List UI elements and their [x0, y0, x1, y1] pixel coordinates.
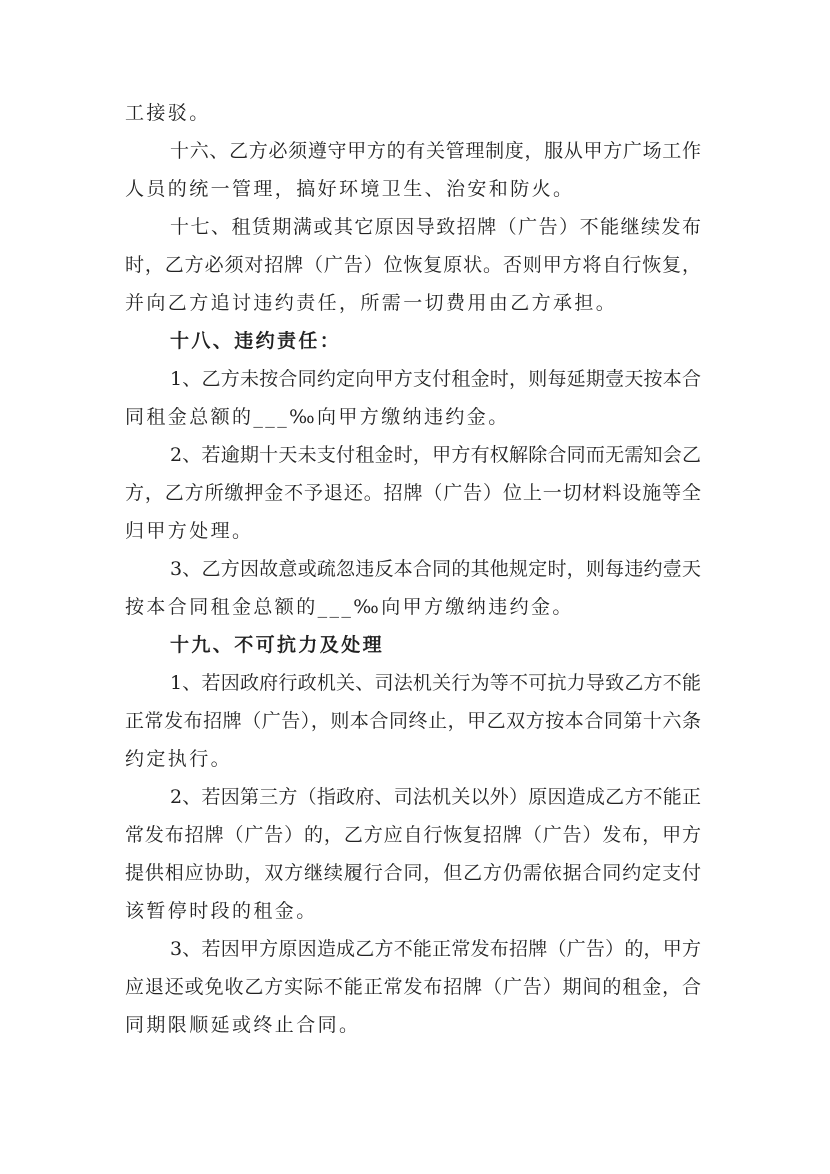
section-heading: 十九、不可抗力及处理	[170, 634, 385, 656]
text-line: 人员的统一管理，搞好环境卫生、治安和防火。	[125, 178, 575, 200]
text-line: 并向乙方追讨违约责任，所需一切费用由乙方承担。	[125, 292, 618, 314]
text-line: 3、乙方因故意或疏忽违反本合同的其他规定时，则每违约壹天	[170, 558, 701, 580]
text-line: 十七、租赁期满或其它原因导致招牌（广告）不能继续发布	[170, 216, 701, 238]
text-line: 同期限顺延或终止合同。	[125, 1014, 361, 1036]
text-line: 常发布招牌（广告）的，乙方应自行恢复招牌（广告）发布，甲方	[125, 824, 701, 846]
text-line: 应退还或免收乙方实际不能正常发布招牌（广告）期间的租金，合	[125, 976, 701, 998]
text-line: 3、若因甲方原因造成乙方不能正常发布招牌（广告）的，甲方	[170, 938, 701, 960]
text-line: 2、若因第三方（指政府、司法机关以外）原因造成乙方不能正	[170, 786, 701, 808]
text-line: 方，乙方所缴押金不予退还。招牌（广告）位上一切材料设施等全	[125, 482, 701, 504]
text-line: 归甲方处理。	[125, 520, 254, 542]
text-line: 十六、乙方必须遵守甲方的有关管理制度，服从甲方广场工作	[170, 140, 701, 162]
text-line: 提供相应协助，双方继续履行合同，但乙方仍需依据合同约定支付	[125, 862, 701, 884]
text-line: 工接驳。	[125, 102, 211, 124]
text-line: 同租金总额的___‰向甲方缴纳违约金。	[125, 406, 510, 428]
text-line: 约定执行。	[125, 748, 233, 770]
text-line: 该暂停时段的租金。	[125, 900, 318, 922]
text-line: 1、若因政府行政机关、司法机关行为等不可抗力导致乙方不能	[170, 672, 701, 694]
text-line: 正常发布招牌（广告），则本合同终止，甲乙双方按本合同第十六条	[125, 710, 701, 732]
text-line: 2、若逾期十天未支付租金时，甲方有权解除合同而无需知会乙	[170, 444, 701, 466]
text-line: 时，乙方必须对招牌（广告）位恢复原状。否则甲方将自行恢复，	[125, 254, 701, 276]
section-heading: 十八、违约责任：	[170, 330, 342, 352]
text-line: 1、乙方未按合同约定向甲方支付租金时，则每延期壹天按本合	[170, 368, 701, 390]
text-line: 按本合同租金总额的___‰向甲方缴纳违约金。	[125, 596, 574, 618]
